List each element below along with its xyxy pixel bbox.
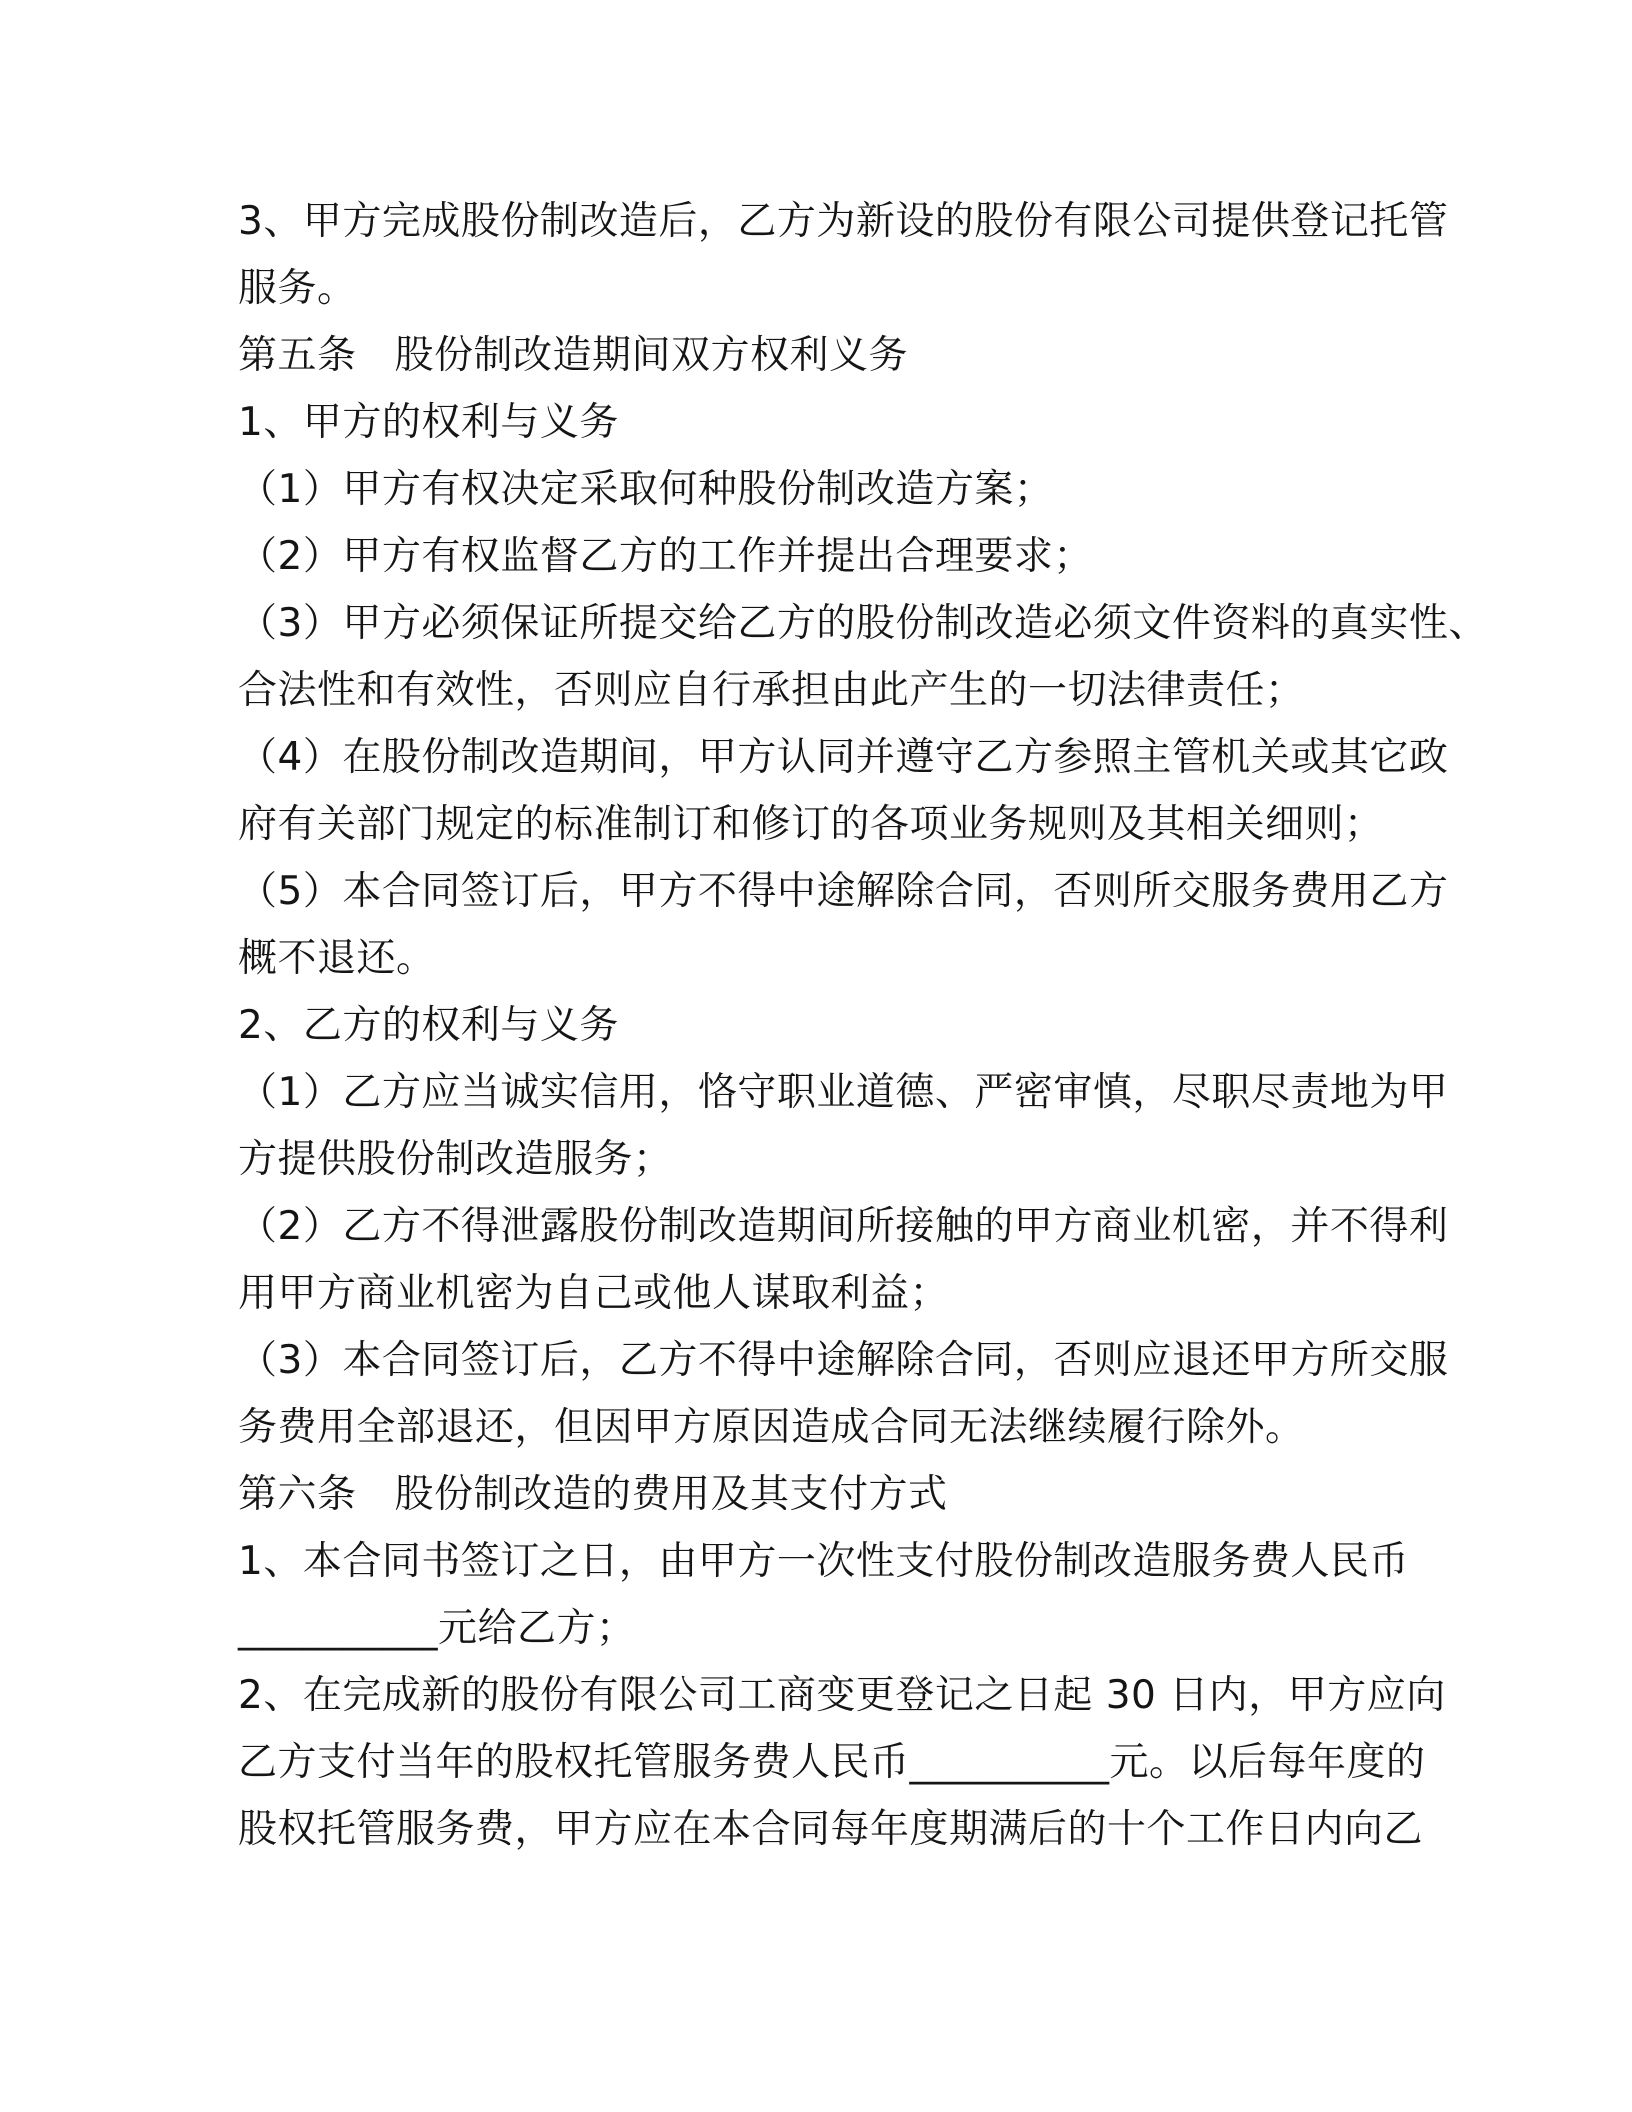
article-heading [238,1461,1388,1528]
text-line: 乙方支付当年的股权托管服务费人民币__________元。以后每年度的 [238,1740,1426,1785]
text-line: 务费用全部退还，但因甲方原因造成合同无法继续履行除外。 [238,1405,1305,1450]
article-title: 股份制改造的费用及其支付方式 [394,1472,948,1517]
article-title: 股份制改造期间双方权利义务 [394,333,909,378]
text-line: 方提供股份制改造服务； [238,1137,673,1182]
list-item: （3）本合同签订后，乙方不得中途解除合同，否则应退还甲方所交服 [238,1338,1449,1383]
list-item: （2）甲方有权监督乙方的工作并提出合理要求； [238,534,1093,579]
text-line: 用甲方商业机密为自己或他人谋取利益； [238,1271,950,1316]
text-line: 股权托管服务费，甲方应在本合同每年度期满后的十个工作日内向乙 [238,1807,1424,1852]
section-heading: 1、甲方的权利与义务 [238,400,619,445]
article-number: 第六条 [238,1472,357,1517]
text-line: 合法性和有效性，否则应自行承担由此产生的一切法律责任； [238,668,1305,713]
text-line: 概不退还。 [238,936,436,981]
article-number: 第五条 [238,333,357,378]
list-item: （3）甲方必须保证所提交给乙方的股份制改造必须文件资料的真实性、 [238,601,1488,646]
list-item: （2）乙方不得泄露股份制改造期间所接触的甲方商业机密，并不得利 [238,1204,1449,1249]
fill-in-line: __________元给乙方； [238,1606,636,1651]
text-line: 2、在完成新的股份有限公司工商变更登记之日起 30 日内，甲方应向 [238,1673,1446,1718]
list-item: （1）乙方应当诚实信用，恪守职业道德、严密审慎，尽职尽责地为甲 [238,1070,1449,1115]
text-line: 1、本合同书签订之日，由甲方一次性支付股份制改造服务费人民币 [238,1539,1409,1584]
list-item: （5）本合同签订后，甲方不得中途解除合同，否则所交服务费用乙方 [238,869,1449,914]
section-heading: 2、乙方的权利与义务 [238,1003,619,1048]
text-line: 3、甲方完成股份制改造后，乙方为新设的股份有限公司提供登记托管 [238,199,1449,244]
list-item: （1）甲方有权决定采取何种股份制改造方案； [238,467,1054,512]
text-line: 府有关部门规定的标准制订和修订的各项业务规则及其相关细则； [238,802,1384,847]
text-line: 服务。 [238,266,357,311]
list-item: （4）在股份制改造期间，甲方认同并遵守乙方参照主管机关或其它政 [238,735,1449,780]
document-body [238,188,1488,1863]
article-heading [238,322,1388,389]
